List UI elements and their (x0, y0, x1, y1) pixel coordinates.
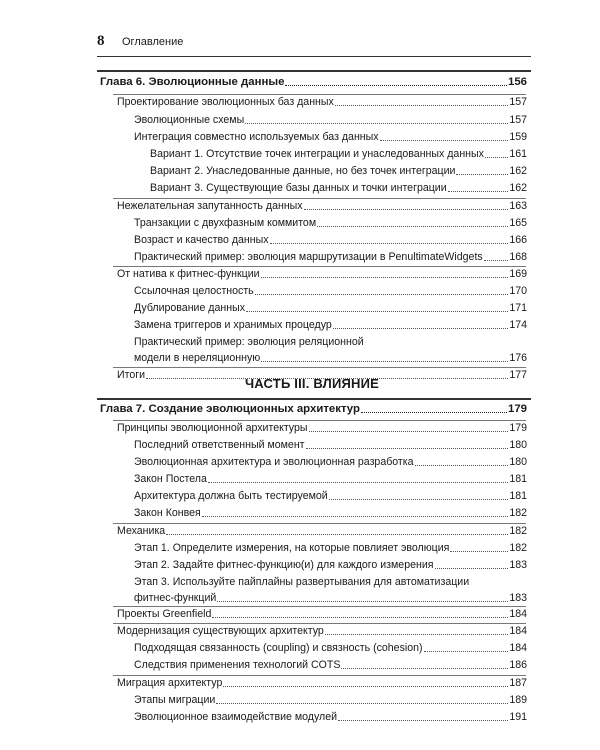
entry-page: 183 (509, 592, 527, 604)
toc-entry[interactable] (150, 165, 527, 178)
entry-title: Архитектура должна быть тестируемой (134, 490, 328, 502)
entry-page: 176 (509, 352, 527, 364)
section-divider (113, 266, 526, 267)
dot-leader (208, 482, 508, 483)
entry-title: Замена триггеров и хранимых процедур (134, 319, 332, 331)
dot-leader (304, 209, 509, 210)
toc-entry[interactable] (134, 456, 527, 469)
dot-leader (246, 311, 508, 312)
dot-leader (335, 105, 508, 106)
entry-page: 170 (509, 285, 527, 297)
section-divider (113, 623, 526, 624)
toc-entry[interactable] (134, 490, 527, 503)
entry-page: 186 (509, 659, 527, 671)
entry-page: 161 (509, 148, 527, 160)
toc-entry[interactable] (117, 268, 527, 281)
dot-leader (317, 226, 508, 227)
entry-title: Возраст и качество данных (134, 234, 269, 246)
toc-entry[interactable] (134, 559, 527, 572)
toc-entry[interactable] (117, 525, 527, 538)
entry-title: Последний ответственный момент (134, 439, 305, 451)
toc-chapter-7[interactable] (100, 403, 527, 416)
dot-leader (261, 361, 508, 362)
part-title: ЧАСТЬ III. ВЛИЯНИЕ (244, 376, 380, 391)
entry-page: 177 (509, 369, 527, 381)
running-title: Оглавление (122, 36, 184, 48)
section-divider (113, 606, 526, 607)
entry-page: 169 (509, 268, 527, 280)
chapter-divider (97, 70, 531, 72)
toc-entry[interactable] (150, 182, 527, 195)
dot-leader (255, 294, 509, 295)
toc-entry[interactable] (134, 285, 527, 298)
toc-entry[interactable] (117, 625, 527, 638)
toc-entry[interactable] (117, 677, 527, 690)
dot-leader (212, 617, 508, 618)
entry-page: 168 (509, 251, 527, 263)
entry-title: Нежелательная запутанность данных (117, 200, 303, 212)
dot-leader (338, 720, 508, 721)
toc-entry[interactable] (134, 439, 527, 452)
entry-page: 162 (509, 165, 527, 177)
entry-title: Закон Постела (134, 473, 207, 485)
entry-page: 183 (509, 559, 527, 571)
entry-title: Ссылочная целостность (134, 285, 254, 297)
entry-title: Эволюционные схемы (134, 114, 245, 126)
entry-title: Этап 2. Задайте фитнес-функцию(и) для каждого измерения (134, 559, 434, 571)
dot-leader (341, 668, 508, 669)
page-number: 8 (97, 33, 105, 49)
dot-leader (261, 277, 509, 278)
toc-entry[interactable] (134, 507, 527, 520)
toc-entry[interactable] (134, 542, 527, 555)
toc-entry[interactable] (134, 251, 527, 264)
entry-page: 189 (509, 694, 527, 706)
entry-title: Модернизация существующих архитектур (117, 625, 324, 637)
entry-title: Механика (117, 525, 166, 537)
section-divider (113, 523, 526, 524)
entry-page: 159 (509, 131, 527, 143)
entry-page: 182 (509, 542, 527, 554)
dot-leader (223, 686, 508, 687)
entry-page: 182 (509, 507, 527, 519)
dot-leader (146, 378, 508, 379)
entry-page: 182 (509, 525, 527, 537)
entry-page: 163 (509, 200, 527, 212)
toc-entry-itogi[interactable] (117, 369, 527, 382)
entry-page: 180 (509, 456, 527, 468)
dot-leader (361, 412, 507, 413)
entry-title: Интеграция совместно используемых баз данных (134, 131, 379, 143)
chapter-page: 156 (507, 76, 527, 88)
entry-title: Вариант 1. Отсутствие точек интеграции и унаследованных данных (150, 148, 484, 160)
entry-title: Этап 1. Определите измерения, на которые повлияет эволюция (134, 542, 450, 554)
dot-leader (166, 534, 508, 535)
toc-entry[interactable] (134, 217, 527, 230)
entry-page: 181 (509, 473, 527, 485)
chapter-title: Глава 7. Создание эволюционных архитектур (100, 403, 360, 415)
entry-page: 171 (509, 302, 527, 314)
dot-leader (217, 601, 508, 602)
entry-title: Подходящая связанность (coupling) и связность (cohesion) (134, 642, 423, 654)
entry-title: Вариант 2. Унаследованные данные, но без точек интеграции (150, 165, 456, 177)
dot-leader (309, 431, 509, 432)
page-header (97, 33, 527, 55)
entry-title: Эволюционная архитектура и эволюционная разработка (134, 456, 414, 468)
toc-entry[interactable] (117, 608, 527, 621)
toc-chapter-6[interactable] (100, 76, 527, 89)
dot-leader (333, 328, 509, 329)
dot-leader (485, 157, 508, 158)
toc-entry[interactable] (134, 234, 527, 247)
entry-title: Вариант 3. Существующие базы данных и точки интеграции (150, 182, 447, 194)
entry-page: 166 (509, 234, 527, 246)
entry-title: Практический пример: эволюция маршрутизации в PenultimateWidgets (134, 251, 483, 263)
entry-page: 184 (509, 625, 527, 637)
dot-leader (329, 499, 509, 500)
toc-entry[interactable] (150, 148, 527, 161)
entry-page: 191 (509, 711, 527, 723)
chapter-page: 179 (507, 403, 527, 415)
toc-entry[interactable] (117, 422, 527, 435)
dot-leader (306, 448, 509, 449)
toc-entry[interactable] (134, 642, 527, 655)
toc-entry[interactable] (134, 352, 527, 365)
entry-page: 157 (509, 96, 527, 108)
dot-leader (456, 174, 508, 175)
toc-entry[interactable] (134, 711, 527, 724)
entry-title: Итоги (117, 369, 146, 381)
entry-page: 187 (509, 677, 527, 689)
toc-entry[interactable] (134, 694, 527, 707)
entry-page: 184 (509, 642, 527, 654)
dot-leader (270, 243, 509, 244)
section-divider (113, 367, 526, 368)
chapter-divider (97, 398, 531, 400)
dot-leader (435, 568, 509, 569)
entry-title: Принципы эволюционной архитектуры (117, 422, 308, 434)
entry-title: Миграция архитектур (117, 677, 223, 689)
toc-entry-line1[interactable]: Этап 3. Используйте пайплайны развертывания для автоматизации (134, 576, 470, 588)
entry-title: Закон Конвея (134, 507, 201, 519)
entry-page: 157 (509, 114, 527, 126)
entry-title: Проектирование эволюционных баз данных (117, 96, 334, 108)
toc-entry[interactable] (134, 319, 527, 332)
dot-leader (325, 634, 509, 635)
section-divider (113, 675, 526, 676)
entry-title: Транзакции с двухфазным коммитом (134, 217, 317, 229)
dot-leader (285, 85, 507, 86)
dot-leader (484, 260, 509, 261)
entry-page: 162 (509, 182, 527, 194)
toc-entry[interactable] (117, 96, 527, 109)
chapter-title: Глава 6. Эволюционные данные (100, 76, 285, 88)
entry-page: 165 (509, 217, 527, 229)
entry-page: 184 (509, 608, 527, 620)
toc-entry-line1[interactable]: Практический пример: эволюция реляционной (134, 336, 364, 348)
toc-entry[interactable] (134, 592, 527, 605)
dot-leader (380, 140, 509, 141)
dot-leader (448, 191, 509, 192)
toc-entry[interactable] (134, 114, 527, 127)
entry-title: модели в нереляционную (134, 352, 261, 364)
entry-title: фитнес-функций (134, 592, 217, 604)
entry-page: 179 (509, 422, 527, 434)
dot-leader (202, 516, 509, 517)
section-divider (113, 198, 526, 199)
entry-title: Следствия применения технологий COTS (134, 659, 341, 671)
entry-title: От натива к фитнес-функции (117, 268, 260, 280)
dot-leader (424, 651, 509, 652)
toc-entry[interactable] (134, 659, 527, 672)
dot-leader (415, 465, 509, 466)
toc-entry[interactable] (134, 302, 527, 315)
toc-entry[interactable] (134, 473, 527, 486)
section-divider (113, 420, 526, 421)
entry-title: Дублирование данных (134, 302, 245, 314)
dot-leader (216, 703, 508, 704)
toc-entry[interactable] (134, 131, 527, 144)
entry-title: Этапы миграции (134, 694, 216, 706)
entry-page: 180 (509, 439, 527, 451)
toc-entry[interactable] (117, 200, 527, 213)
section-divider (113, 94, 526, 95)
entry-title: Проекты Greenfield (117, 608, 212, 620)
dot-leader (450, 551, 508, 552)
entry-page: 181 (509, 490, 527, 502)
dot-leader (245, 123, 508, 124)
entry-title: Эволюционное взаимодействие модулей (134, 711, 338, 723)
entry-page: 174 (509, 319, 527, 331)
header-divider (97, 56, 531, 57)
